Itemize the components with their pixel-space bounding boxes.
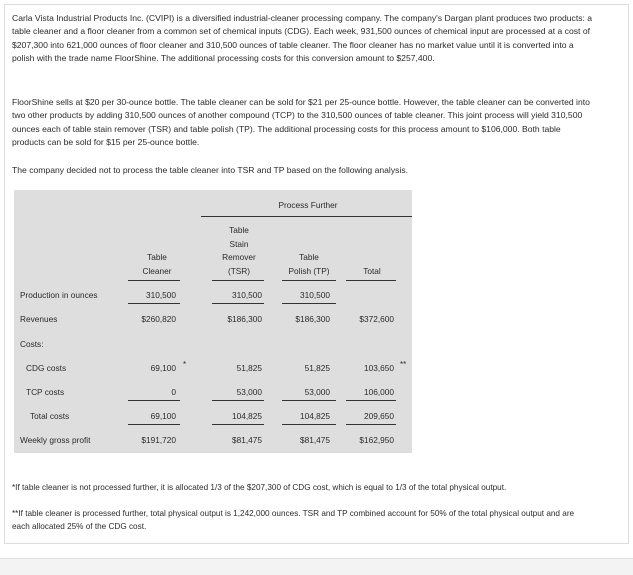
cell-tcp-tc: 0 [171,387,176,397]
cell-revenues-tsr: $186,300 [227,314,262,324]
rule-tcp-total [346,400,396,401]
intro-paragraph: Carla Vista Industrial Products Inc. (CVIPI) is a diversified industrial-cleaner processing company. The company's Dargan plant produces two products: a table cleaner and a floor cleaner from a common set of chemical inputs (CDG). Each week, 931,500 ounces of chemical input are processed at a cost of $207,300 into 621,000 ounces of floor cleaner and 310,500 ounces of table cleaner. The floor cleaner has no market value until it is converted into a polish with the trade name FloorShine. The additional processing costs for this conversion amount to $257,400. [12,13,593,64]
col-header-tsr-line4: (TSR) [227,266,251,276]
cell-revenues-tp: $186,300 [295,314,330,324]
col-header-tsr-line2: Stain [229,239,249,249]
cell-total-costs-tp: 104,825 [300,411,330,421]
col-header-total: Total [363,266,381,276]
floorshine-paragraph: FloorShine sells at $20 per 30-ounce bottle. The table cleaner can be sold for $21 per 25-ounce bottle. However, the table cleaner can be converted into two other products by adding 310,500 ounces of another compound (TCP) to the 310,500 ounces of table cleaner. This joint process will yield 310,500 ounces each of table stain remover (TSR) and table polish (TP). The additional processing costs for this process amount to $106,000. Both table products can be sold for $15 per 25-ounce bottle. [12,97,590,148]
row-label-production: Production in ounces [20,290,98,300]
cell-tcp-total: 106,000 [364,387,394,397]
rule-production-tsr [212,303,264,304]
col-header-tsr-line1: Table [229,225,249,235]
header-rule-tsr [212,280,264,281]
cell-cdg-total: 103,650 [364,363,394,373]
col-header-tc-line2: Cleaner [142,266,172,276]
row-label-profit: Weekly gross profit [20,435,91,445]
rule-total-costs-tc [128,424,180,425]
footnote-2: **If table cleaner is processed further, total physical output is 1,242,000 ounces. TSR and TP combined account for 50% of the total physical output and are each allocated 25% of the CDG cost. [12,509,575,531]
cell-tcp-tp: 53,000 [304,387,330,397]
rule-tcp-tsr [212,400,264,401]
decision-paragraph: The company decided not to process the table cleaner into TSR and TP based on the following analysis. [12,165,409,175]
rule-total-costs-tsr [212,424,264,425]
cell-production-tp: 310,500 [300,290,330,300]
cdg-tc-footnote-mark: * [183,360,187,369]
cell-total-costs-tc: 69,100 [150,411,176,421]
rule-tcp-tp [282,400,336,401]
row-label-cdg: CDG costs [26,363,67,373]
header-rule-total [346,280,396,281]
col-header-tsr-line3: Remover [222,252,256,262]
cell-cdg-tc: 69,100 [150,363,176,373]
row-label-costs: Costs: [20,339,44,349]
cell-revenues-tc: $260,820 [141,314,176,324]
col-header-tp-line1: Table [299,252,319,262]
cdg-total-footnote-mark: ** [400,360,407,369]
row-label-total-costs: Total costs [30,411,70,421]
header-rule-tp [282,280,336,281]
cell-production-tsr: 310,500 [232,290,262,300]
rule-total-costs-tp [282,424,336,425]
cell-profit-tc: $191,720 [141,435,176,445]
footnote-1: *If table cleaner is not processed further, it is allocated 1/3 of the $207,300 of CDG cost, which is equal to 1/3 of the total physical output. [12,483,507,492]
cell-total-costs-total: 209,650 [364,411,394,421]
col-header-tc-line1: Table [147,252,167,262]
rule-production-tc [128,303,180,304]
row-label-tcp: TCP costs [26,387,65,397]
cell-profit-tsr: $81,475 [232,435,262,445]
rule-tcp-tc [128,400,180,401]
rule-total-costs-total [346,424,396,425]
bottom-bar [0,558,633,575]
cell-tcp-tsr: 53,000 [236,387,262,397]
cell-revenues-total: $372,600 [359,314,394,324]
rule-production-tp [282,303,336,304]
row-label-revenues: Revenues [20,314,58,324]
cell-total-costs-tsr: 104,825 [232,411,262,421]
header-rule-tc [128,280,180,281]
group-header-rule [201,216,412,217]
cell-cdg-tp: 51,825 [304,363,330,373]
cell-profit-total: $162,950 [359,435,394,445]
cell-profit-tp: $81,475 [300,435,330,445]
process-further-header: Process Further [278,200,338,210]
cell-cdg-tsr: 51,825 [236,363,262,373]
cell-production-tc: 310,500 [146,290,176,300]
col-header-tp-line2: Polish (TP) [288,266,330,276]
